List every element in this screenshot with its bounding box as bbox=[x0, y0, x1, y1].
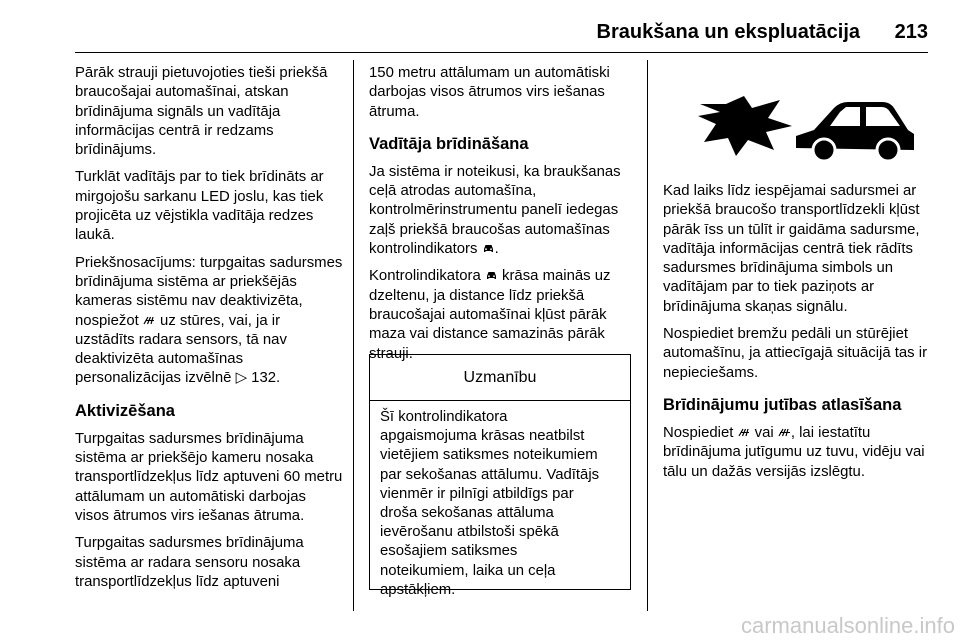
header-divider bbox=[75, 52, 928, 53]
page-reference-icon: ▷ bbox=[235, 370, 248, 387]
text-run: uz stūres, vai, ja ir uzstādīts radara sensors, tā nav deaktivizēta automašīnas personalizācijas izvēlnē bbox=[75, 312, 287, 387]
text-run: , lai iestatītu brīdinājuma jutīgumu uz tuvu, vidēju vai tālu un dažās versijās izslēgtu. bbox=[663, 424, 925, 480]
warning-line: esošajiem satiksmes bbox=[380, 543, 518, 560]
text-run: . bbox=[494, 241, 499, 258]
paragraph bbox=[369, 163, 633, 259]
vehicle-ahead-indicator-icon bbox=[482, 243, 495, 254]
paragraph: Nospiediet bremžu pedāli un stūrējiet automašīnu, ja attiecīgajā situācijā tas ir nepieciešams. bbox=[663, 326, 928, 381]
distance-sensitivity-icon bbox=[738, 427, 751, 438]
warning-line: apstākļiem. bbox=[380, 581, 456, 598]
text-run: Priekšnosacījums: turpgaitas sadursmes brīdinājuma sistēma ar priekšējās kameras sistēmu nav deaktivizēta, nospiežot bbox=[75, 254, 343, 329]
warning-line: droša sekošanas attāluma bbox=[380, 505, 554, 522]
column-divider-right bbox=[647, 60, 648, 611]
warning-line: apgaismojuma krāsas neatbilst bbox=[380, 428, 585, 445]
distance-sensitivity-icon bbox=[143, 315, 156, 326]
paragraph bbox=[369, 267, 633, 363]
warning-title: Uzmanību bbox=[370, 355, 630, 401]
paragraph: Turklāt vadītājs par to tiek brīdināts ar mirgojošu sarkanu LED joslu, kas tiek projicēta uz vējstikla vadītāja redzes laukā. bbox=[75, 169, 324, 244]
warning-line: ievērošanu atbilstoši spēkā bbox=[380, 524, 559, 541]
column-1 bbox=[75, 64, 343, 600]
section-heading: Aktivizēšana bbox=[75, 401, 175, 420]
page-number: 213 bbox=[894, 21, 928, 43]
section-heading: Brīdinājumu jutības atlasīšana bbox=[663, 395, 902, 414]
text-run: Nospiediet bbox=[663, 424, 734, 441]
text-run: vai bbox=[754, 424, 774, 441]
warning-line: noteikumiem, laika un ceļa bbox=[380, 562, 556, 579]
paragraph bbox=[75, 254, 343, 389]
paragraph: Turpgaitas sadursmes brīdinājuma sistēma ar radara sensoru nosaka transportlīdzekļus līdz aptuveni bbox=[75, 535, 304, 590]
column-divider-left bbox=[353, 60, 354, 611]
page-reference: 132. bbox=[251, 370, 281, 387]
warning-line: par sekošanas attālumu. Vadītājs bbox=[380, 466, 600, 483]
paragraph bbox=[663, 424, 928, 482]
paragraph: Turpgaitas sadursmes brīdinājuma sistēma ar priekšējo kameru nosaka transportlīdzekļus līdz aptuveni 60 metru attālumam un automātiski darbojas visos ātrumos virs iešanas ātruma. bbox=[75, 430, 343, 524]
warning-text bbox=[370, 401, 630, 600]
warning-line: vietējiem satiksmes noteikumiem bbox=[380, 447, 598, 464]
column-3 bbox=[663, 182, 928, 490]
column-2 bbox=[369, 64, 633, 372]
warning-line: vienmēr ir pilnīgi atbildīgs par bbox=[380, 485, 574, 502]
paragraph: 150 metru attālumam un automātiski darbojas visos ātrumos virs iešanas ātruma. bbox=[369, 65, 610, 120]
text-run: Ja sistēma ir noteikusi, ka braukšanas ceļā atrodas automašīna, kontrolmērinstrumentu panelī iedegas zaļš priekšā braucošas automašīnas kontrolindikators bbox=[369, 163, 621, 258]
text-run: krāsa mainās uz dzeltenu, ja distance līdz priekšā braucošajai automašīnai kļūst pārāk maza vai distance samazinās pārāk strauji. bbox=[369, 268, 611, 362]
collision-warning-car-icon bbox=[696, 88, 920, 170]
distance-sensitivity-alt-icon bbox=[778, 427, 791, 438]
text-run: Kontrolindikatora bbox=[369, 268, 481, 285]
paragraph: Kad laiks līdz iespējamai sadursmei ar priekšā braucošo transportlīdzekli kļūst pārāk īss un tūlīt ir gaidāma sadursme, vadītāja informācijas centrā tiek rādīts sadursmes brīdinājuma simbols un vadītājam par to tiek paziņots ar brīdinājuma skaņas signālu. bbox=[663, 183, 920, 315]
page-header-title: Braukšana un ekspluatācija bbox=[596, 21, 860, 43]
section-heading: Vadītāja brīdināšana bbox=[369, 134, 529, 153]
warning-line: Šī kontrolindikatora bbox=[380, 409, 508, 425]
vehicle-ahead-indicator-icon bbox=[485, 270, 498, 281]
watermark: carmanualsonline.info bbox=[740, 613, 955, 638]
paragraph: Pārāk strauji pietuvojoties tieši priekšā braucošajai automašīnai, atskan brīdinājuma signāls un vadītāja informācijas centrā ir redzams brīdinājums. bbox=[75, 65, 328, 159]
warning-box bbox=[369, 354, 631, 598]
